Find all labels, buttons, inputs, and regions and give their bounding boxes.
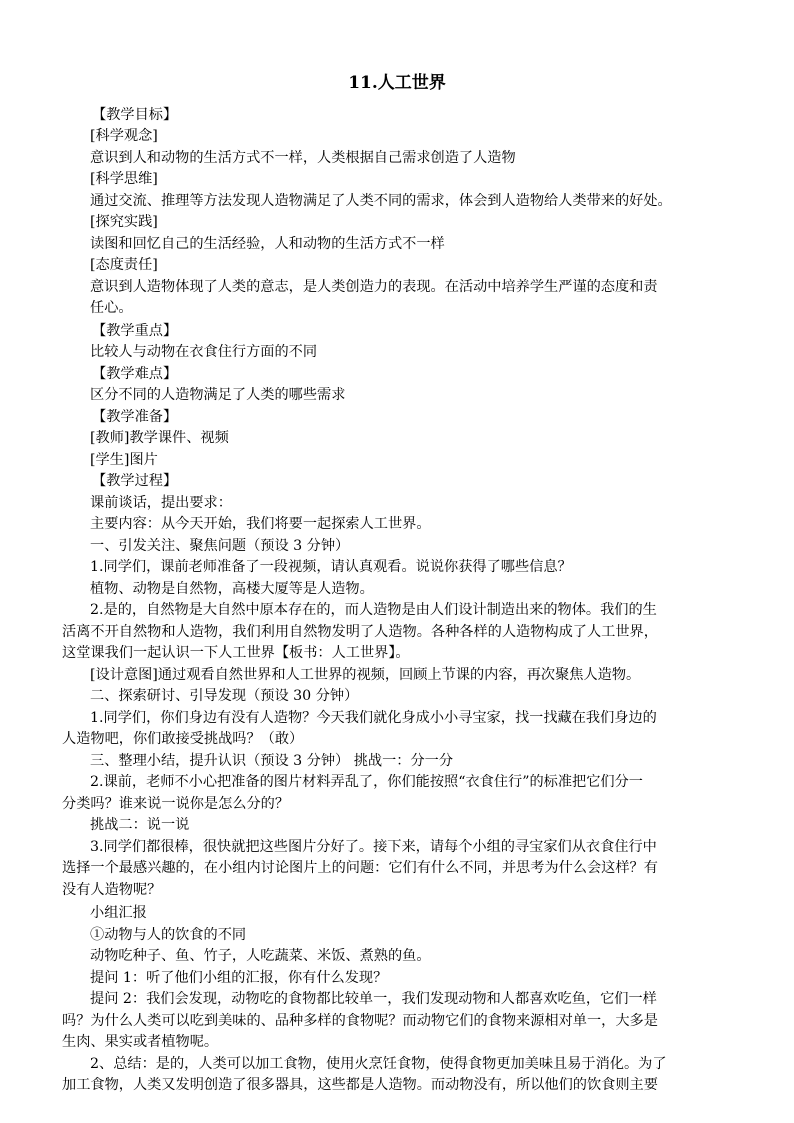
text-line: 植物、动物是自然物，高楼大厦等是人造物。: [90, 581, 374, 597]
text-line: 任心。: [90, 300, 133, 316]
text-line: 提问 1：听了他们小组的汇报，你有什么发现？: [90, 970, 388, 986]
text-line: 1.同学们，你们身边有没有人造物？今天我们就化身成小小寻宝家，找一找藏在我们身边的: [90, 710, 657, 726]
section-heading-2: 二、探索研讨、引导发现（预设 30 分钟）: [90, 688, 359, 704]
text-line: 加工食物，人类又发明创造了很多器具，这些都是人造物。而动物没有，所以他们的饮食则主要: [62, 1077, 658, 1093]
text-line: [学生]图片: [90, 452, 158, 468]
subheading-science-thinking: [科学思维]: [90, 171, 158, 187]
text-line: 1.同学们，课前老师准备了一段视频，请认真观看。说说你获得了哪些信息？: [90, 559, 572, 575]
text-line: 2.课前，老师不小心把准备的图片材料弄乱了，你们能按照“衣食住行”的标准把它们分一: [90, 774, 643, 790]
heading-difficulties: 【教学难点】: [92, 366, 178, 382]
text-line: 动物吃种子、鱼、竹子，人吃蔬菜、米饭、煮熟的鱼。: [90, 948, 431, 964]
text-line: 课前谈话，提出要求：: [90, 495, 232, 511]
text-line: 分类吗？谁来说一说你是怎么分的？: [62, 796, 290, 812]
section-heading-1: 一、引发关注、聚焦问题（预设 3 分钟）: [90, 538, 350, 554]
text-line: 选择一个最感兴趣的，在小组内讨论图片上的问题：它们有什么不同，并思考为什么会这样？有: [62, 860, 658, 876]
text-line: 意识到人和动物的生活方式不一样，人类根据自己需求创造了人造物: [90, 150, 516, 166]
text-line: 人造物吧，你们敢接受挑战吗？（敢）: [62, 731, 304, 747]
text-line: 挑战二：说一说: [90, 817, 190, 833]
section-heading-3: 三、整理小结，提升认识（预设 3 分钟） 挑战一：分一分: [90, 753, 454, 769]
text-line: 3.同学们都很棒，很快就把这些图片分好了。接下来，请每个小组的寻宝家们从衣食住行中: [90, 839, 657, 855]
subheading-inquiry-practice: [探究实践]: [90, 214, 158, 230]
text-line: 活离不开自然物和人造物，我们利用自然物发明了人造物。各种各样的人造物构成了人工世界，: [62, 624, 658, 640]
text-line: 2.是的，自然物是大自然中原本存在的，而人造物是由人们设计制造出来的物体。我们的生: [90, 602, 657, 618]
text-line: 提问 2：我们会发现，动物吃的食物都比较单一，我们发现动物和人都喜欢吃鱼，它们一样: [90, 991, 657, 1007]
text-line: 吗？为什么人类可以吃到美味的、品种多样的食物呢？而动物它们的食物来源相对单一，大多是: [62, 1013, 658, 1029]
text-line: 小组汇报: [90, 905, 147, 921]
heading-preparation: 【教学准备】: [92, 409, 178, 425]
subheading-attitude: [态度责任]: [90, 257, 158, 273]
text-line: 这堂课我们一起认识一下人工世界【板书：人工世界】。: [62, 645, 410, 661]
heading-process: 【教学过程】: [92, 473, 178, 489]
text-line: 区分不同的人造物满足了人类的哪些需求: [90, 387, 346, 403]
text-line: 通过交流、推理等方法发现人造物满足了人类不同的需求，体会到人造物给人类带来的好处。: [90, 193, 672, 209]
text-line: 没有人造物呢？: [62, 882, 162, 898]
text-line: 主要内容：从今天开始，我们将要一起探索人工世界。: [90, 516, 431, 532]
text-line: 比较人与动物在衣食住行方面的不同: [90, 344, 318, 360]
text-line: 生肉、果实或者植物呢。: [62, 1034, 219, 1050]
heading-key-points: 【教学重点】: [92, 323, 178, 339]
text-line: 意识到人造物体现了人类的意志，是人类创造力的表现。在活动中培养学生严谨的态度和责: [90, 279, 658, 295]
text-line: [设计意图]通过观看自然世界和人工世界的视频，回顾上节课的内容，再次聚焦人造物。: [90, 667, 641, 683]
document-title: 11.人工世界: [348, 73, 446, 93]
text-line: ①动物与人的饮食的不同: [90, 927, 247, 943]
subheading-science-concept: [科学观念]: [90, 128, 158, 144]
heading-teaching-goals: 【教学目标】: [92, 107, 178, 123]
text-line: [教师]教学课件、视频: [90, 430, 229, 446]
text-line: 读图和回忆自己的生活经验，人和动物的生活方式不一样: [90, 236, 445, 252]
text-line: 2、总结：是的，人类可以加工食物，使用火烹饪食物，使得食物更加美味且易于消化。为了: [90, 1056, 667, 1072]
